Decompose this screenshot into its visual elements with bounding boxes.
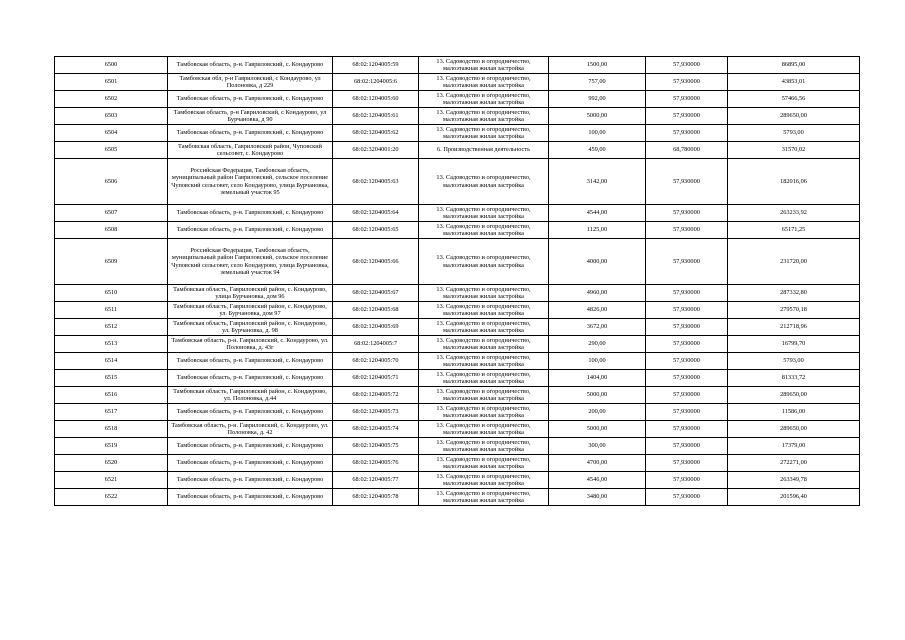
address-cell: Тамбовская область, Гавриловский район, с. Кондаурово, ул. Полоновка, д.44 [168, 387, 333, 404]
area-cell: 300,00 [549, 438, 646, 455]
land-use-cell: 13. Садоводство и огородничество, малоэтажная жилая застройка [419, 239, 549, 285]
cadastral-number-cell: 68:02:1204005:69 [333, 319, 419, 336]
cadastral-number-cell: 68:02:1204005:75 [333, 438, 419, 455]
cadastral-number-cell: 68:02:1204005:68 [333, 302, 419, 319]
address-cell: Тамбовская область, Гавриловский район, с. Кондаурово, ул. Бурчановка, д. 98 [168, 319, 333, 336]
land-use-cell: 13. Садоводство и огородничество, малоэтажная жилая застройка [419, 438, 549, 455]
rate-cell: 57,930000 [646, 57, 728, 74]
row-number: 6511 [55, 302, 168, 319]
table-body [55, 57, 860, 506]
rate-cell: 57,930000 [646, 108, 728, 125]
row-number: 6517 [55, 404, 168, 421]
land-use-cell: 13. Садоводство и огородничество, малоэтажная жилая застройка [419, 353, 549, 370]
cadastral-value-cell: 231720,00 [728, 239, 860, 285]
table-row [55, 108, 860, 125]
land-use-cell: 13. Садоводство и огородничество, малоэтажная жилая застройка [419, 387, 549, 404]
row-number: 6501 [55, 74, 168, 91]
table-row [55, 353, 860, 370]
cadastral-number-cell: 68:02:1204005:71 [333, 370, 419, 387]
cadastral-number-cell: 68:02:1204005:67 [333, 285, 419, 302]
address-cell: Тамбовская область, Гавриловский район, Чуповский сельсовет, с. Кондаурово [168, 142, 333, 159]
row-number: 6522 [55, 489, 168, 506]
address-cell: Тамбовская область, р-н. Гавриловский, с. Кондаурово, ул. Полоновка, д. 43г [168, 336, 333, 353]
table-row [55, 222, 860, 239]
land-use-cell: 13. Садоводство и огородничество, малоэтажная жилая застройка [419, 159, 549, 205]
area-cell: 3672,00 [549, 319, 646, 336]
cadastral-value-cell: 31570,02 [728, 142, 860, 159]
table-row [55, 91, 860, 108]
cadastral-number-cell: 68:02:1204005:73 [333, 404, 419, 421]
area-cell: 5000,00 [549, 108, 646, 125]
cadastral-value-cell: 289650,00 [728, 421, 860, 438]
land-use-cell: 13. Садоводство и огородничество, малоэтажная жилая застройка [419, 91, 549, 108]
table-row [55, 438, 860, 455]
row-number: 6514 [55, 353, 168, 370]
area-cell: 100,00 [549, 125, 646, 142]
table-row [55, 125, 860, 142]
rate-cell: 57,930000 [646, 353, 728, 370]
table-row [55, 489, 860, 506]
land-use-cell: 13. Садоводство и огородничество, малоэтажная жилая застройка [419, 108, 549, 125]
land-use-cell: 13. Садоводство и огородничество, малоэтажная жилая застройка [419, 125, 549, 142]
area-cell: 3142,00 [549, 159, 646, 205]
table-row [55, 302, 860, 319]
address-cell: Тамбовская область, р-н. Гавриловский, с. Кондаурово [168, 455, 333, 472]
address-cell: Тамбовская область, р-н. Гавриловский, с. Кондаурово [168, 370, 333, 387]
address-cell: Тамбовская область, Гавриловский район, с. Кондаурово, ул. Бурчановка, дом 97 [168, 302, 333, 319]
rate-cell: 57,930000 [646, 489, 728, 506]
table-row [55, 319, 860, 336]
rate-cell: 57,930000 [646, 455, 728, 472]
row-number: 6519 [55, 438, 168, 455]
land-use-cell: 13. Садоводство и огородничество, малоэтажная жилая застройка [419, 489, 549, 506]
address-cell: Тамбовская область, р-н. Гавриловский, с. Кондаурово [168, 489, 333, 506]
area-cell: 1125,00 [549, 222, 646, 239]
cadastral-value-cell: 81333,72 [728, 370, 860, 387]
table-row [55, 472, 860, 489]
area-cell: 4546,00 [549, 472, 646, 489]
row-number: 6520 [55, 455, 168, 472]
table-row [55, 285, 860, 302]
cadastral-value-cell: 16799,70 [728, 336, 860, 353]
land-use-cell: 13. Садоводство и огородничество, малоэтажная жилая застройка [419, 455, 549, 472]
address-cell: Тамбовская область, р-н. Гавриловский, с. Кондаурово [168, 57, 333, 74]
address-cell: Тамбовская область, р-н. Гавриловский, с. Кондаурово [168, 205, 333, 222]
area-cell: 4544,00 [549, 205, 646, 222]
cadastral-number-cell: 68:02:1204005:59 [333, 57, 419, 74]
cadastral-number-cell: 68:02:1204005:7 [333, 336, 419, 353]
address-cell: Тамбовская область, р-н. Гавриловский, с. Кондаурово [168, 125, 333, 142]
land-use-cell: 13. Садоводство и огородничество, малоэтажная жилая застройка [419, 404, 549, 421]
cadastral-value-cell: 43853,01 [728, 74, 860, 91]
land-use-cell: 13. Садоводство и огородничество, малоэтажная жилая застройка [419, 319, 549, 336]
land-use-cell: 13. Садоводство и огородничество, малоэтажная жилая застройка [419, 205, 549, 222]
cadastral-number-cell: 68:02:1204005:60 [333, 91, 419, 108]
rate-cell: 57,930000 [646, 205, 728, 222]
table-row [55, 159, 860, 205]
area-cell: 200,00 [549, 404, 646, 421]
area-cell: 757,00 [549, 74, 646, 91]
row-number: 6504 [55, 125, 168, 142]
area-cell: 1404,00 [549, 370, 646, 387]
cadastral-value-cell: 287332,80 [728, 285, 860, 302]
cadastral-value-cell: 5793,00 [728, 353, 860, 370]
cadastral-value-cell: 182016,06 [728, 159, 860, 205]
row-number: 6506 [55, 159, 168, 205]
address-cell: Тамбовская область, р-н. Гавриловский, с. Кондаурово [168, 472, 333, 489]
rate-cell: 57,930000 [646, 159, 728, 205]
rate-cell: 57,930000 [646, 472, 728, 489]
cadastral-value-cell: 289650,00 [728, 108, 860, 125]
area-cell: 5000,00 [549, 421, 646, 438]
cadastral-value-cell: 263233,92 [728, 205, 860, 222]
rate-cell: 57,930000 [646, 125, 728, 142]
rate-cell: 57,930000 [646, 239, 728, 285]
cadastral-number-cell: 68:02:3204001:20 [333, 142, 419, 159]
row-number: 6515 [55, 370, 168, 387]
cadastral-value-cell: 11586,00 [728, 404, 860, 421]
cadastral-value-cell: 57466,56 [728, 91, 860, 108]
land-use-cell: 13. Садоводство и огородничество, малоэтажная жилая застройка [419, 57, 549, 74]
address-cell: Тамбовская обл, р-н Гавриловский, с Кондаурово, ул Полоновка, д 229 [168, 74, 333, 91]
address-cell: Тамбовская область, р-н. Гавриловский, с. Кондаурово [168, 404, 333, 421]
cadastral-value-cell: 289650,00 [728, 387, 860, 404]
table-row [55, 370, 860, 387]
cadastral-number-cell: 68:02:1204005:61 [333, 108, 419, 125]
row-number: 6521 [55, 472, 168, 489]
cadastral-value-cell: 279570,18 [728, 302, 860, 319]
land-use-cell: 13. Садоводство и огородничество, малоэтажная жилая застройка [419, 74, 549, 91]
table-row [55, 205, 860, 222]
table-row [55, 239, 860, 285]
cadastral-number-cell: 68:02:1204005:62 [333, 125, 419, 142]
area-cell: 459,00 [549, 142, 646, 159]
cadastral-number-cell: 68:02:1204005:64 [333, 205, 419, 222]
area-cell: 290,00 [549, 336, 646, 353]
rate-cell: 57,930000 [646, 438, 728, 455]
address-cell: Тамбовская область, р-н. Гавриловский, с. Кондаурово [168, 91, 333, 108]
area-cell: 4826,00 [549, 302, 646, 319]
cadastral-value-cell: 17379,00 [728, 438, 860, 455]
address-cell: Тамбовская область, р-н Гавриловский, с Кондаурово, ул Бурчановка, д 90 [168, 108, 333, 125]
land-use-cell: 13. Садоводство и огородничество, малоэтажная жилая застройка [419, 421, 549, 438]
table-row [55, 404, 860, 421]
address-cell: Тамбовская область, р-н. Гавриловский, с. Кондаурово, ул. Полоновка, д. 42 [168, 421, 333, 438]
rate-cell: 57,930000 [646, 91, 728, 108]
address-cell: Тамбовская область, р-н. Гавриловский, с. Кондаурово [168, 222, 333, 239]
table-row [55, 74, 860, 91]
table-row [55, 387, 860, 404]
cadastral-value-cell: 5793,00 [728, 125, 860, 142]
land-use-cell: 13. Садоводство и огородничество, малоэтажная жилая застройка [419, 285, 549, 302]
cadastral-number-cell: 68:02:1204005:74 [333, 421, 419, 438]
area-cell: 5000,00 [549, 387, 646, 404]
area-cell: 4960,00 [549, 285, 646, 302]
row-number: 6500 [55, 57, 168, 74]
land-use-cell: 13. Садоводство и огородничество, малоэтажная жилая застройка [419, 472, 549, 489]
area-cell: 4000,00 [549, 239, 646, 285]
address-cell: Тамбовская область, р-н. Гавриловский, с. Кондаурово [168, 438, 333, 455]
rate-cell: 57,930000 [646, 285, 728, 302]
cadastral-number-cell: 68:02:1204005:65 [333, 222, 419, 239]
area-cell: 3480,00 [549, 489, 646, 506]
row-number: 6512 [55, 319, 168, 336]
area-cell: 992,00 [549, 91, 646, 108]
cadastral-value-cell: 272271,00 [728, 455, 860, 472]
table-row [55, 336, 860, 353]
cadastral-number-cell: 68:02:1204005:78 [333, 489, 419, 506]
row-number: 6509 [55, 239, 168, 285]
rate-cell: 57,930000 [646, 421, 728, 438]
cadastral-number-cell: 68:02:1204005:76 [333, 455, 419, 472]
address-cell: Тамбовская область, р-н. Гавриловский, с. Кондаурово [168, 353, 333, 370]
rate-cell: 57,930000 [646, 222, 728, 239]
row-number: 6505 [55, 142, 168, 159]
row-number: 6508 [55, 222, 168, 239]
area-cell: 100,00 [549, 353, 646, 370]
cadastral-value-cell: 263349,78 [728, 472, 860, 489]
rate-cell: 57,930000 [646, 319, 728, 336]
area-cell: 4700,00 [549, 455, 646, 472]
cadastral-number-cell: 68:02:1204005:63 [333, 159, 419, 205]
row-number: 6513 [55, 336, 168, 353]
address-cell: Тамбовская область, Гавриловский район, с. Кондаурово, улица Бурчановка, дом 96 [168, 285, 333, 302]
table-row [55, 421, 860, 438]
land-use-cell: 13. Садоводство и огородничество, малоэтажная жилая застройка [419, 336, 549, 353]
area-cell: 1500,00 [549, 57, 646, 74]
land-use-cell: 13. Садоводство и огородничество, малоэтажная жилая застройка [419, 370, 549, 387]
cadastral-number-cell: 68:02:1204005:72 [333, 387, 419, 404]
cadastral-number-cell: 68:02:1204005:66 [333, 239, 419, 285]
cadastral-value-cell: 201596,40 [728, 489, 860, 506]
row-number: 6518 [55, 421, 168, 438]
rate-cell: 57,930000 [646, 387, 728, 404]
table-row [55, 57, 860, 74]
land-plot-table [54, 56, 860, 506]
rate-cell: 57,930000 [646, 302, 728, 319]
cadastral-number-cell: 68:02:1204005:6 [333, 74, 419, 91]
land-use-cell: 6. Производственная деятельность [419, 142, 549, 159]
rate-cell: 57,930000 [646, 370, 728, 387]
row-number: 6502 [55, 91, 168, 108]
land-use-cell: 13. Садоводство и огородничество, малоэтажная жилая застройка [419, 222, 549, 239]
address-cell: Российская Федерация, Тамбовская область, муниципальный район Гавриловский, сельское поселение Чуповский сельсовет, село Кондаурово, улица Бурчановка, земельный участок 95 [168, 159, 333, 205]
table-row [55, 142, 860, 159]
cadastral-value-cell: 86895,00 [728, 57, 860, 74]
rate-cell: 57,930000 [646, 404, 728, 421]
cadastral-number-cell: 68:02:1204005:77 [333, 472, 419, 489]
row-number: 6510 [55, 285, 168, 302]
rate-cell: 57,930000 [646, 74, 728, 91]
rate-cell: 57,930000 [646, 336, 728, 353]
row-number: 6516 [55, 387, 168, 404]
cadastral-value-cell: 212718,96 [728, 319, 860, 336]
cadastral-value-cell: 65171,25 [728, 222, 860, 239]
cadastral-number-cell: 68:02:1204005:70 [333, 353, 419, 370]
table-row [55, 455, 860, 472]
row-number: 6503 [55, 108, 168, 125]
land-use-cell: 13. Садоводство и огородничество, малоэтажная жилая застройка [419, 302, 549, 319]
row-number: 6507 [55, 205, 168, 222]
address-cell: Российская Федерация, Тамбовская область, муниципальный район Гавриловский, сельское поселение Чуповский сельсовет, село Кондаурово, улица Бурчановка, земельный участок 94 [168, 239, 333, 285]
rate-cell: 68,780000 [646, 142, 728, 159]
